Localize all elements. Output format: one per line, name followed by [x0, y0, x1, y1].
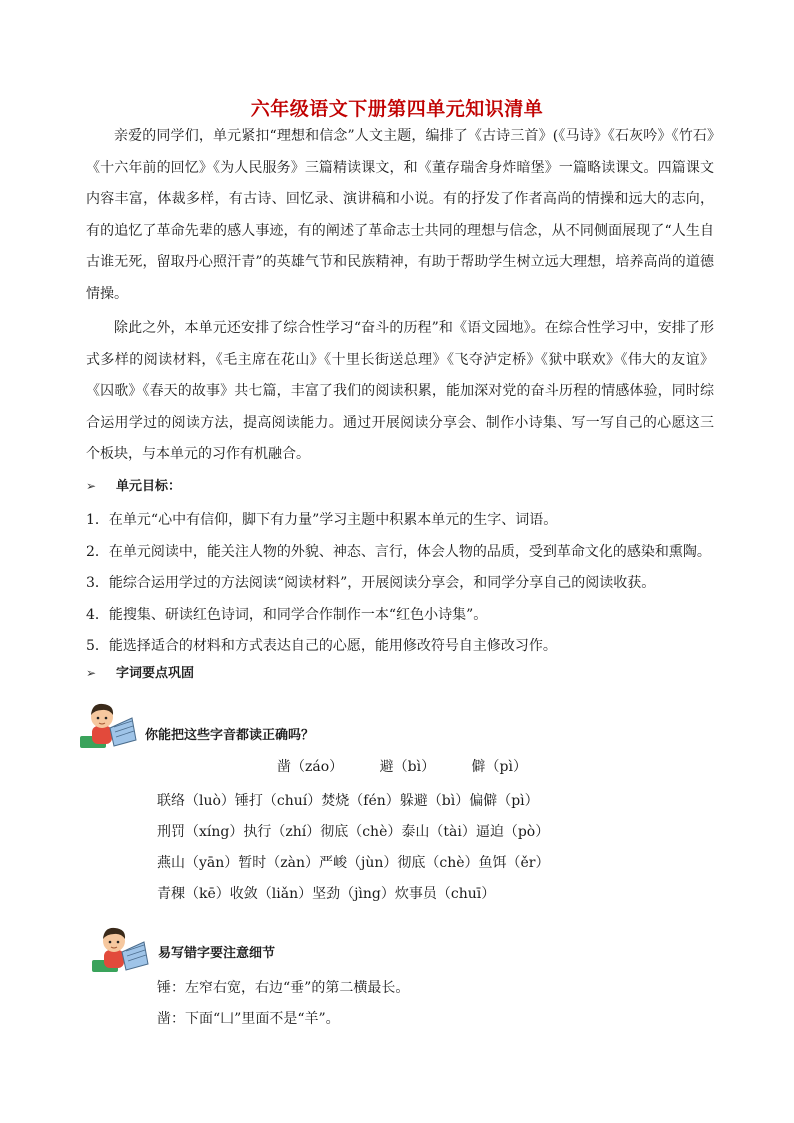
writing-notes-list — [157, 973, 409, 1035]
intro-paragraph-1: 亲爱的同学们，单元紧扣“理想和信念”人文主题，编排了《古诗三首》(《马诗》《石灰吟》《竹石》《十六年前的回忆》《为人民服务》三篇精读课文，和《董存瑞舍身炸暗堡》一篇略读课文。四篇课文内容丰富，体裁多样，有古诗、回忆录、演讲稿和小说。有的抒发了作者高尚的情操和远大的志向，有的追忆了革命先辈的感人事迹，有的阐述了革命志士共同的理想与信念，从不同侧面展现了“人生自古谁无死，留取丹心照汗青”的英雄气节和民族精神，有助于帮助学生树立远大理想，培养高尚的道德情操。 — [86, 128, 714, 302]
reading-prompt: 你能把这些字音都读正确吗？ — [145, 728, 315, 743]
goals-heading-text: 单元目标： — [116, 479, 182, 494]
vocab-heading-text: 字词要点巩固 — [116, 666, 195, 681]
reading-boy-icon — [90, 924, 152, 974]
vocab-heading — [86, 661, 194, 685]
reading-boy-icon — [78, 700, 140, 750]
goal-item: 3．能综合运用学过的方法阅读“阅读材料”，开展阅读分享会，和同学分享自己的阅读收获。 — [86, 575, 656, 591]
goals-heading — [86, 474, 181, 498]
intro-paragraph-2: 除此之外，本单元还安排了综合性学习“奋斗的历程”和《语文园地》。在综合性学习中，安排了形式多样的阅读材料，《毛主席在花山》《十里长街送总理》《飞夺泸定桥》《狱中联欢》《伟大的友谊》《囚歌》《春天的故事》共七篇，丰富了我们的阅读积累，能加深对党的奋斗历程的情感体验，同时综合运用学过的阅读方法，提高阅读能力。通过开展阅读分享会、制作小诗集、写一写自己的心愿这三个板块，与本单元的习作有机融合。 — [86, 320, 714, 462]
goal-item: 5．能选择适合的材料和方式表达自己的心愿，能用修改符号自主修改习作。 — [86, 638, 557, 654]
pinyin-vocab-list — [157, 786, 550, 910]
goal-item: 2．在单元阅读中，能关注人物的外貌、神态、言行，体会人物的品质，受到革命文化的感染和熏陶。 — [86, 543, 711, 560]
goal-item: 4．能搜集、研读红色诗词，和同学合作制作一本“红色小诗集”。 — [86, 606, 488, 623]
goal-item: 1．在单元“心中有信仰，脚下有力量”学习主题中积累本单元的生字、词语。 — [86, 512, 558, 528]
key-characters — [0, 755, 794, 779]
vocab-line: 刑罚（xíng）执行（zhí）彻底（chè）泰山（tài）逼迫（pò） — [157, 824, 550, 840]
key-character: 避（bì） — [379, 759, 436, 775]
writing-prompt: 易写错字要注意细节 — [158, 946, 276, 961]
goals-list — [86, 505, 726, 663]
writing-note: 凿：下面“凵”里面不是“羊”。 — [157, 1011, 340, 1027]
chevron-right-icon: ➢ — [86, 479, 97, 493]
vocab-line: 燕山（yān）暂时（zàn）严峻（jùn）彻底（chè）鱼饵（ěr） — [157, 855, 550, 871]
page-title: 六年级语文下册第四单元知识清单 — [250, 98, 544, 120]
vocab-line: 青稞（kē）收敛（liǎn）坚劲（jìng）炊事员（chuī） — [157, 886, 496, 902]
writing-note: 锤：左窄右宽，右边“垂”的第二横最长。 — [157, 980, 410, 996]
vocab-line: 联络（luò）锤打（chuí）焚烧（fén）躲避（bì）偏僻（pì） — [157, 793, 539, 809]
key-character: 僻（pì） — [471, 759, 527, 775]
key-character: 凿（záo） — [277, 759, 344, 775]
chevron-right-icon: ➢ — [86, 666, 97, 680]
